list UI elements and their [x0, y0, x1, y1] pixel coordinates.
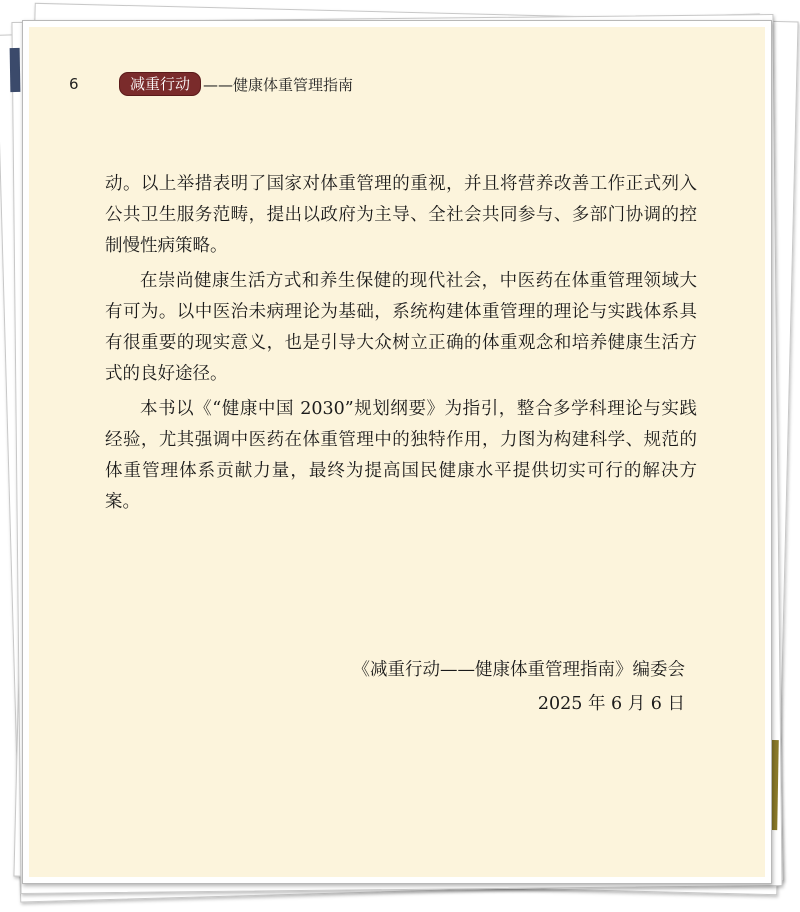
body-text [105, 169, 697, 522]
page-number: 6 [69, 75, 79, 93]
signoff-date: 2025 年 6 月 6 日 [537, 694, 685, 714]
header-subtitle: ——健康体重管理指南 [203, 75, 354, 94]
book-page [22, 20, 772, 884]
series-title-badge: 减重行动 [119, 72, 201, 96]
signoff-block [353, 653, 686, 721]
book-edge-strip [10, 48, 21, 92]
editorial-committee: 《减重行动——健康体重管理指南》编委会 [352, 660, 685, 680]
running-header [69, 71, 353, 97]
page-content-area [29, 27, 765, 877]
paragraph: 本书以《“健康中国 2030”规划纲要》为指引，整合多学科理论与实践经验，尤其强调中医药在体重管理中的独特作用，力图为构建科学、规范的体重管理体系贡献力量，最终为提高国民健康水平提供切实可行的解决方案。 [105, 399, 697, 512]
paragraph: 在崇尚健康生活方式和养生保健的现代社会，中医药在体重管理领域大有可为。以中医治未病理论为基础，系统构建体重管理的理论与实践体系具有很重要的现实意义，也是引导大众树立正确的体重观念和培养健康生活方式的良好途径。 [105, 271, 697, 384]
paragraph-continued: 动。以上举措表明了国家对体重管理的重视，并且将营养改善工作正式列入公共卫生服务范畴，提出以政府为主导、全社会共同参与、多部门协调的控制慢性病策略。 [105, 174, 697, 256]
